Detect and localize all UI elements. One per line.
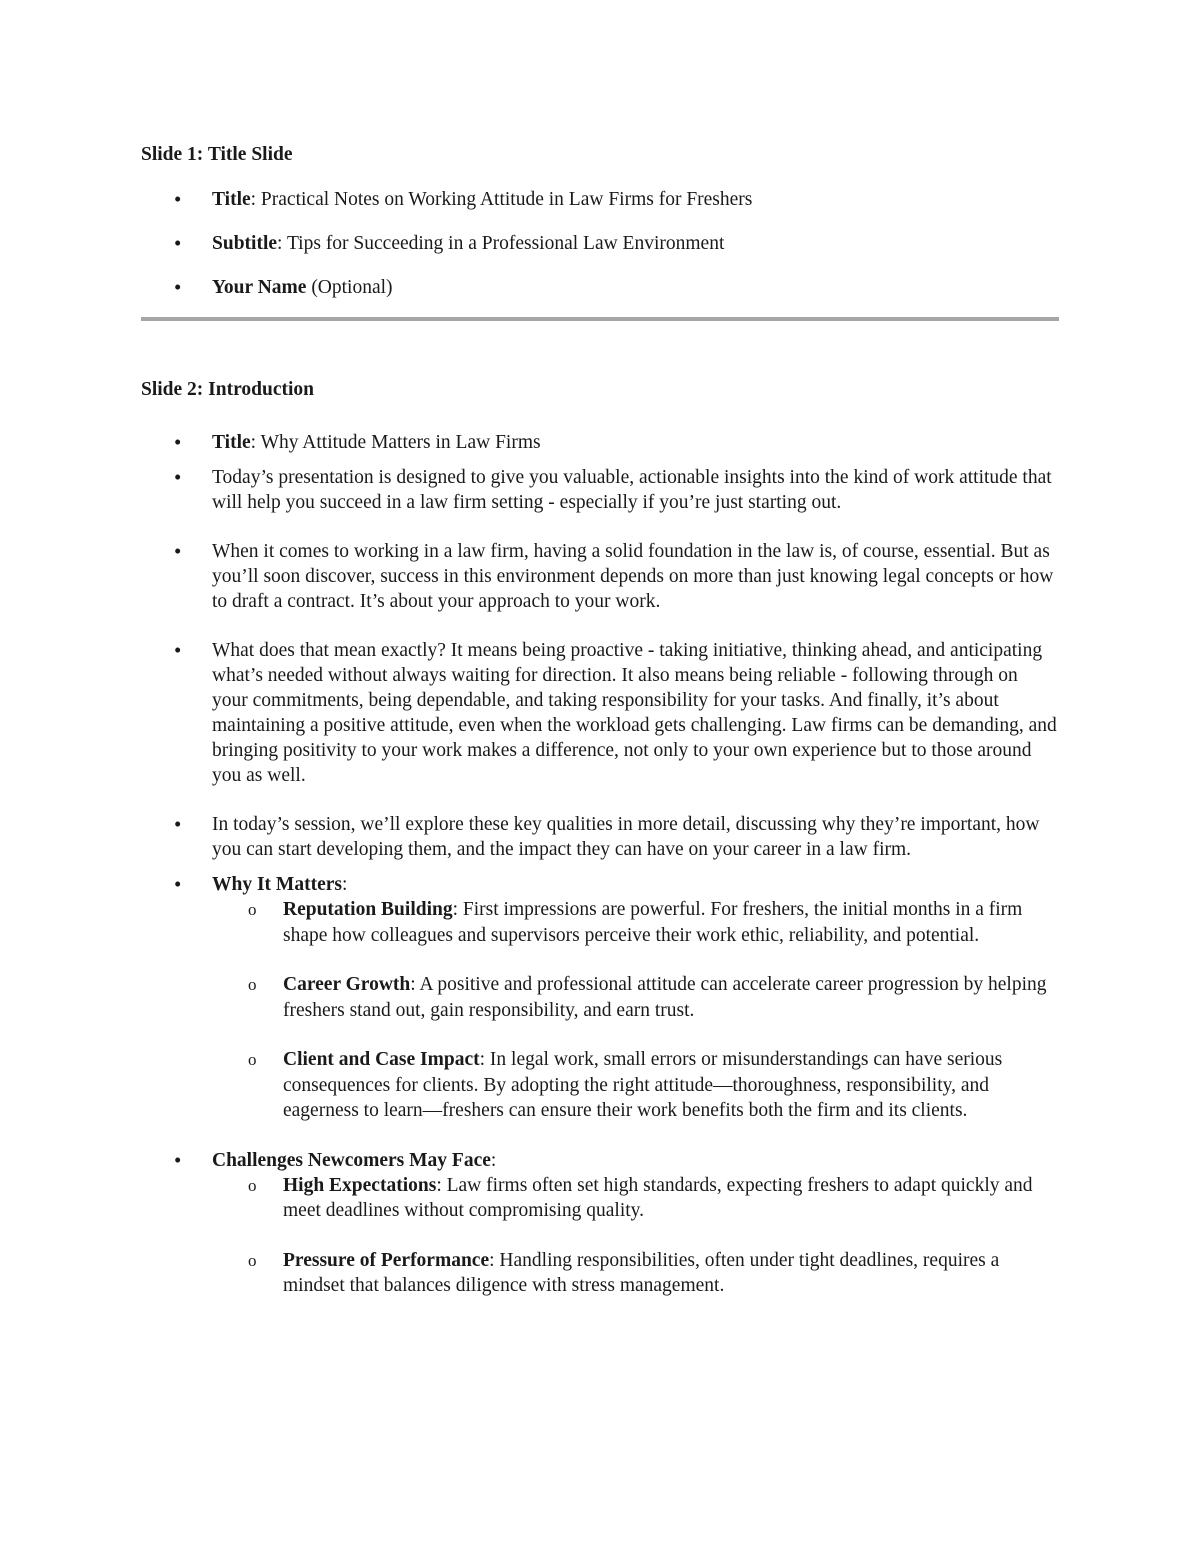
slide1-list [0,187,1058,300]
sub-list-item [283,972,1063,1023]
horizontal-divider [141,317,1059,321]
list-item [0,812,1058,862]
sub-list-item [283,897,1063,948]
list-item [0,539,1058,614]
sub-item-text: : In legal work, small errors or misunderstandings can have serious consequences for clients. By adopting the right attitude—thoroughness, responsibility, and eagerness to learn—freshers can ensure their work benefits both the firm and its clients. [283,1049,1003,1121]
sub-list-item [283,1047,1063,1124]
intro-paragraph-4: In today’s session, we’ll explore these key qualities in more detail, discussing why they’re important, how you can start developing them, and the impact they can have on your career in a law firm. [212,814,1040,860]
sub-item-text: : First impressions are powerful. For freshers, the initial months in a firm shape how colleagues and supervisors perceive their work ethic, reliability, and potential. [283,899,1023,946]
challenges-section [0,1148,1058,1299]
why-it-matters-label: Why It Matters [212,874,342,895]
sub-item-label: High Expectations [283,1174,437,1196]
challenges-sublist [212,1173,1058,1299]
slide2-list [0,430,1058,1299]
slide1-subtitle-label: Subtitle [212,233,278,254]
intro-paragraph-3: What does that mean exactly? It means being proactive - taking initiative, thinking ahead, and anticipating what’s needed without always waiting for direction. It also means being reliable - following through on your commitments, being dependable, and taking responsibility for your tasks. And finally, it’s about maintaining a positive attitude, even when the workload gets challenging. Law firms can be demanding, and bringing positivity to your work makes a difference, not only to your own experience but to those around you as well. [212,640,1057,786]
why-it-matters-sublist [212,897,1058,1124]
slide2-heading: Slide 2: Introduction [141,379,315,400]
list-item [0,638,1058,788]
slide1-name-label: Your Name [212,277,307,298]
slide1-subtitle-text: : Tips for Succeeding in a Professional Law Environment [277,233,725,254]
sub-item-text: : Law firms often set high standards, expecting freshers to adapt quickly and meet deadlines without compromising quality. [283,1174,1033,1221]
sub-item-text: : Handling responsibilities, often under tight deadlines, requires a mindset that balances diligence with stress management. [283,1249,1000,1296]
slide1-name-text: (Optional) [306,277,393,298]
slide2-title-text: : Why Attitude Matters in Law Firms [250,432,541,453]
sub-item-label: Reputation Building [283,899,453,920]
intro-paragraph-2: When it comes to working in a law firm, having a solid foundation in the law is, of course, essential. But as you’ll soon discover, success in this environment depends on more than just knowing legal concepts or how to draft a contract. It’s about your approach to your work. [212,541,1054,612]
sub-item-text: : A positive and professional attitude can accelerate career progression by helping freshers stand out, gain responsibility, and earn trust. [283,974,1047,1021]
intro-paragraph-1: Today’s presentation is designed to give you valuable, actionable insights into the kind of work attitude that will help you succeed in a law firm setting - especially if you’re just starting out. [212,467,1052,513]
slide1-title-label: Title [212,189,251,210]
slide1-heading: Slide 1: Title Slide [141,144,293,165]
why-it-matters-colon: : [341,874,348,895]
sub-item-label: Pressure of Performance [283,1249,490,1271]
list-item [0,465,1058,515]
why-it-matters-section [0,872,1058,1124]
list-item [0,187,1058,212]
sub-item-label: Client and Case Impact [283,1049,480,1070]
list-item [0,231,1058,256]
slide1-title-text: : Practical Notes on Working Attitude in Law Firms for Freshers [250,189,753,210]
challenges-label: Challenges Newcomers May Face [212,1149,491,1171]
list-item [0,430,1058,455]
sub-list-item [283,1173,1063,1224]
sub-item-label: Career Growth [283,974,411,995]
slide2-title-label: Title [212,432,251,453]
challenges-colon: : [490,1149,497,1171]
sub-list-item [283,1248,1063,1299]
list-item [0,275,1058,300]
